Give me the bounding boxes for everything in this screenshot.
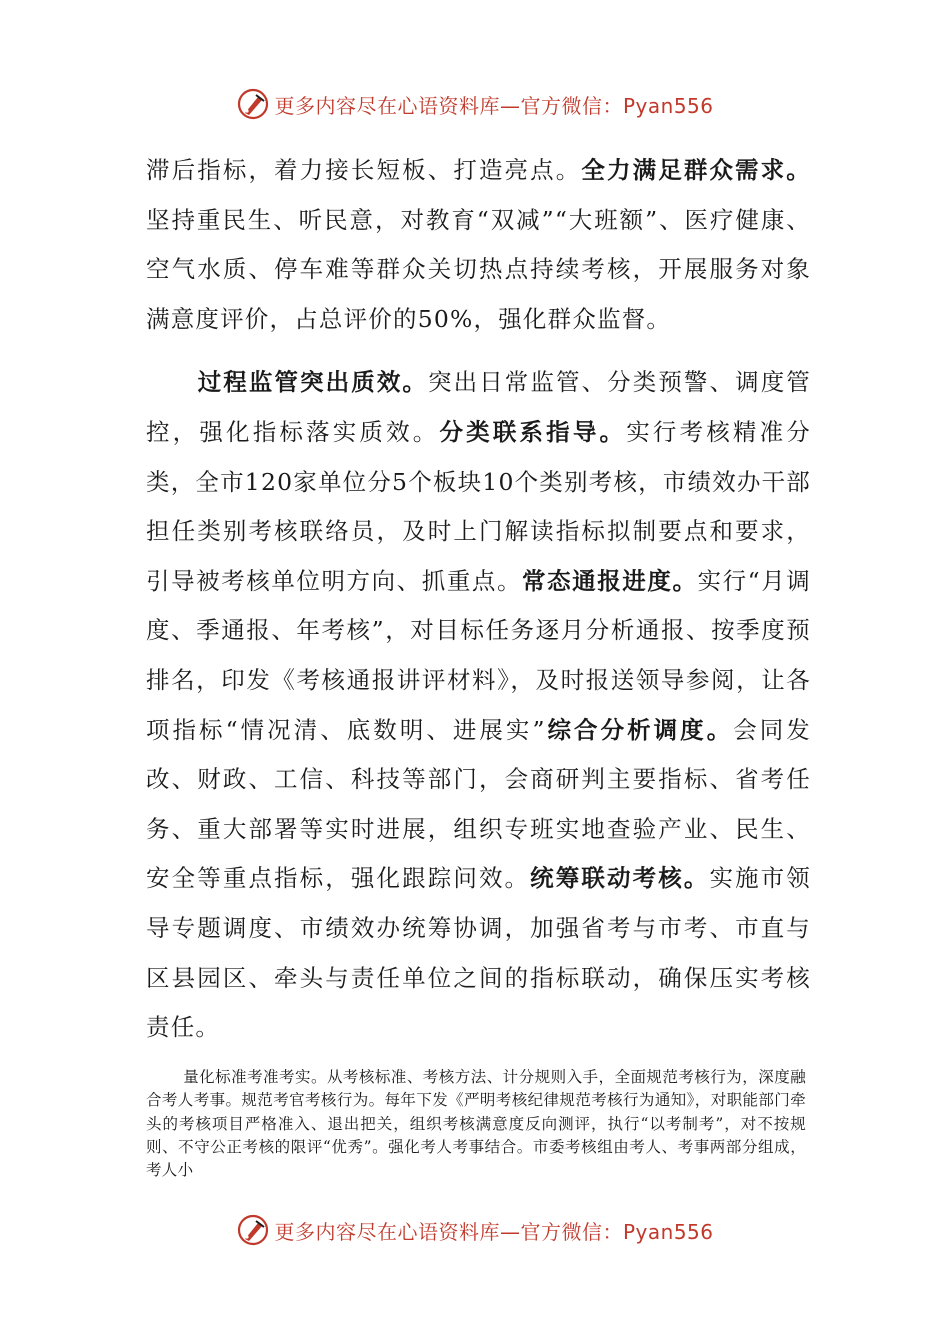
banner-text: 更多内容尽在心语资料库—官方微信：Pyan556 xyxy=(274,1219,714,1244)
header-banner xyxy=(0,84,950,124)
small-print-section xyxy=(146,1066,806,1182)
pen-nib-logo-icon xyxy=(236,1213,270,1247)
paragraph-3: 量化标准考准考实。从考核标准、考核方法、计分规则入手，全面规范考核行为，深度融合考人考事。规范考官考核行为。每年下发《严明考核纪律规范考核行为通知》，对职能部门牵头的考核项目严格准入、退出把关，组织考核满意度反向测评，执行“以考制考”，对不按规则、不守公正考核的限评“优秀”。强化考人考事结合。市委考核组由考人、考事两部分组成，考人小 xyxy=(146,1068,806,1180)
footer-banner xyxy=(0,1210,950,1250)
section-heading: 过程监管突出质效。 xyxy=(197,368,429,397)
document-body xyxy=(146,146,811,1053)
paragraph-1: 滞后指标，着力接长短板、打造亮点。全力满足群众需求。坚持重民生、听民意，对教育“双减”“大班额”、医疗健康、空气水质、停车难等群众关切热点持续考核，开展服务对象满意度评价，占总评价的50%，强化群众监督。 xyxy=(146,156,811,333)
banner-text: 更多内容尽在心语资料库—官方微信：Pyan556 xyxy=(274,93,714,118)
pen-nib-logo-icon xyxy=(236,87,270,121)
paragraph-2: 过程监管突出质效。突出日常监管、分类预警、调度管控，强化指标落实质效。分类联系指导。实行考核精准分类，全市120家单位分5个板块10个类别考核，市绩效办干部担任类别考核联络员，及时上门解读指标拟制要点和要求，引导被考核单位明方向、抓重点。常态通报进度。实行“月调度、季通报、年考核”，对目标任务逐月分析通报、按季度预排名，印发《考核通报讲评材料》，及时报送领导参阅，让各项指标“情况清、底数明、进展实”综合分析调度。会同发改、财政、工信、科技等部门，会商研判主要指标、省考任务、重大部署等实时进展，组织专班实地查验产业、民生、安全等重点指标，强化跟踪问效。统筹联动考核。实施市领导专题调度、市绩效办统筹协调，加强省考与市考、市直与区县园区、牵头与责任单位之间的指标联动，确保压实考核责任。 xyxy=(146,368,812,1042)
